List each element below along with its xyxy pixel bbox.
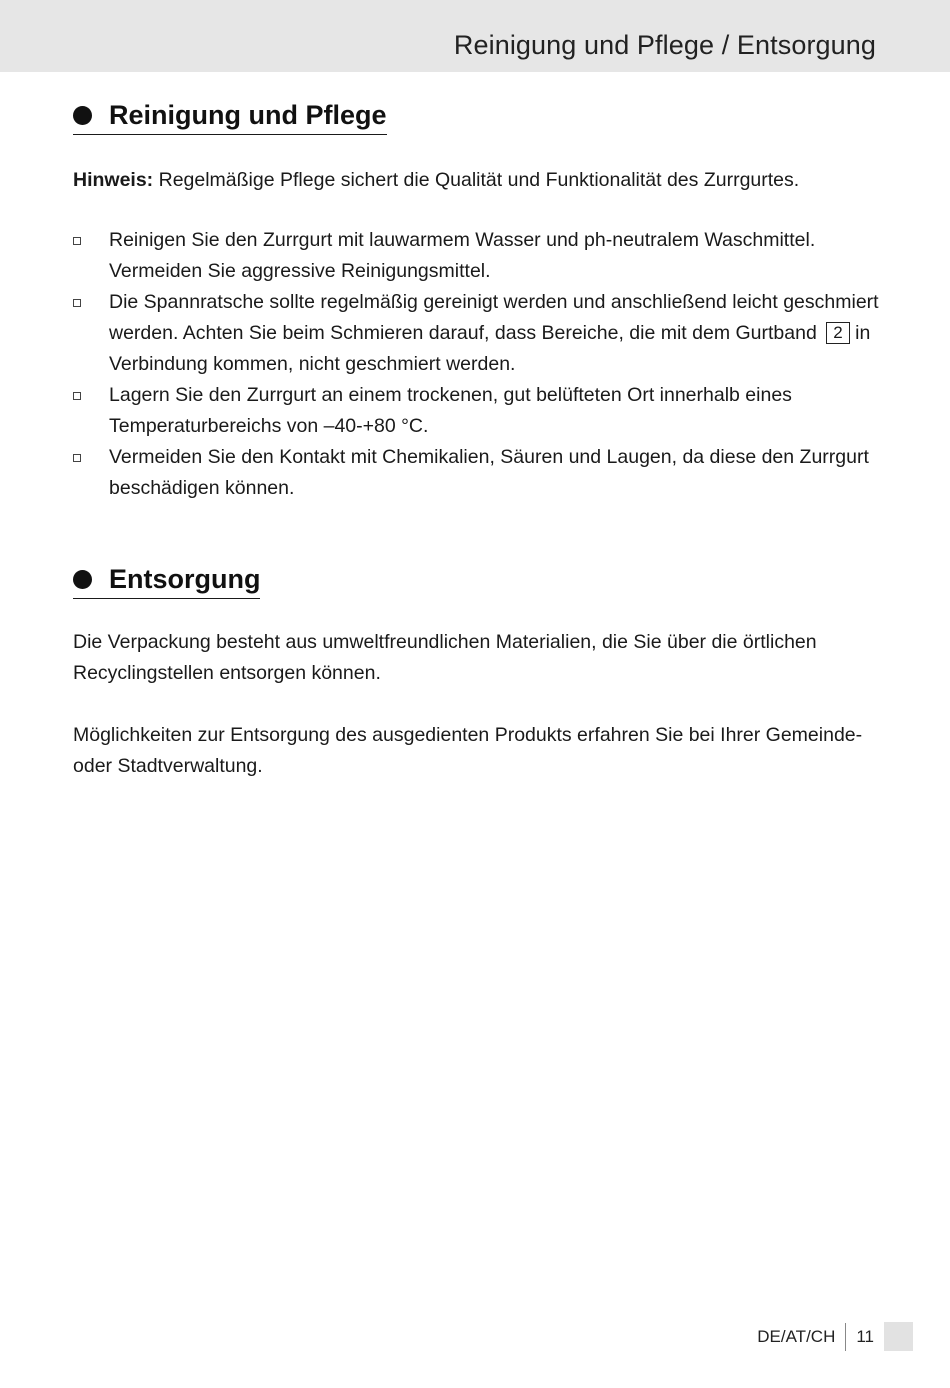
section-title-care: Reinigung und Pflege bbox=[109, 100, 387, 130]
heading-bullet-icon bbox=[73, 106, 92, 125]
list-item-text-continued: in Verbindung kommen, nicht geschmiert werden. bbox=[109, 322, 871, 375]
list-item-text: Lagern Sie den Zurrgurt an einem trockenen, gut belüfteten Ort innerhalb eines Temperaturbereichs von –40-+80 °C. bbox=[109, 384, 792, 437]
page-number: 11 bbox=[856, 1327, 874, 1346]
square-bullet-icon bbox=[73, 392, 81, 400]
care-instructions-list bbox=[73, 225, 883, 504]
hint-paragraph bbox=[73, 165, 883, 196]
list-item bbox=[73, 380, 883, 442]
disposal-paragraph-product: Möglichkeiten zur Entsorgung des ausgedienten Produkts erfahren Sie bei Ihrer Gemeinde- oder Stadtverwaltung. bbox=[73, 724, 863, 777]
section-heading-disposal bbox=[73, 562, 260, 599]
list-item bbox=[73, 287, 883, 380]
footer-divider bbox=[845, 1323, 846, 1351]
square-bullet-icon bbox=[73, 299, 81, 307]
footer-tab-marker bbox=[884, 1322, 913, 1351]
disposal-paragraph-packaging: Die Verpackung besteht aus umweltfreundlichen Materialien, die Sie über die örtlichen Recyclingstellen entsorgen können. bbox=[73, 631, 817, 684]
part-reference-badge: 2 bbox=[826, 322, 849, 344]
square-bullet-icon bbox=[73, 237, 81, 245]
list-item-text: Die Spannratsche sollte regelmäßig gereinigt werden und anschließend leicht geschmiert werden. Achten Sie beim Schmieren darauf, dass Bereiche, die mit dem Gurtband bbox=[109, 291, 879, 344]
hint-text: Regelmäßige Pflege sichert die Qualität und Funktionalität des Zurrgurtes. bbox=[153, 169, 800, 191]
page-header-title: Reinigung und Pflege / Entsorgung bbox=[453, 30, 876, 60]
hint-label: Hinweis: bbox=[73, 169, 154, 191]
section-heading-care bbox=[73, 98, 387, 135]
footer-region-label: DE/AT/CH bbox=[757, 1327, 836, 1346]
list-item bbox=[73, 442, 883, 504]
page-footer bbox=[757, 1323, 874, 1351]
list-item-text: Vermeiden Sie den Kontakt mit Chemikalien, Säuren und Laugen, da diese den Zurrgurt beschädigen können. bbox=[109, 446, 869, 499]
heading-bullet-icon bbox=[73, 570, 92, 589]
section-title-disposal: Entsorgung bbox=[109, 564, 261, 594]
list-item-text: Reinigen Sie den Zurrgurt mit lauwarmem Wasser und ph-neutralem Waschmittel. Vermeiden Sie aggressive Reinigungsmittel. bbox=[109, 229, 816, 282]
square-bullet-icon bbox=[73, 454, 81, 462]
list-item bbox=[73, 225, 883, 287]
